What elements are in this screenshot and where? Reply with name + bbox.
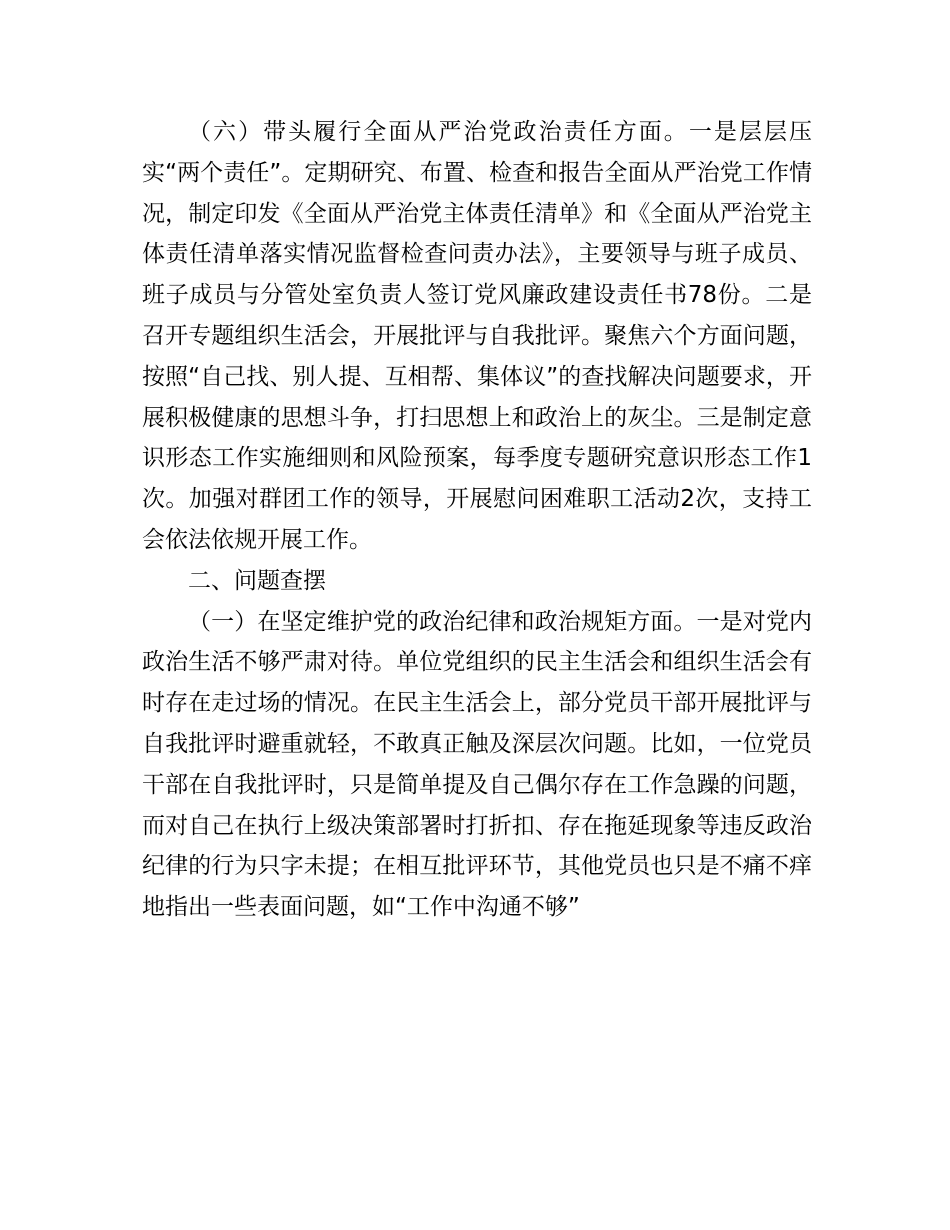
paragraph-problem-one: （一）在坚定维护党的政治纪律和政治规矩方面。一是对党内政治生活不够严肃对待。单位党组织的民主生活会和组织生活会有时存在走过场的情况。在民主生活会上，部分党员干部开展批评与自我批评时避重就轻，不敢真正触及深层次问题。比如，一位党员干部在自我批评时，只是简单提及自己偶尔存在工作急躁的问题，而对自己在执行上级决策部署时打折扣、存在拖延现象等违反政治纪律的行为只字未提；在相互批评环节，其他党员也只是不痛不痒地指出一些表面问题，如“工作中沟通不够” [142, 608, 812, 921]
document-body [142, 112, 812, 928]
paragraph-section-six: （六）带头履行全面从严治党政治责任方面。一是层层压实“两个责任”。定期研究、布置、检查和报告全面从严治党工作情况，制定印发《全面从严治党主体责任清单》和《全面从严治党主体责任清单落实情况监督检查问责办法》，主要领导与班子成员、班子成员与分管处室负责人签订党风廉政建设责任书78份。二是召开专题组织生活会，开展批评与自我批评。聚焦六个方面问题，按照“自己找、别人提、互相帮、集体议”的查找解决问题要求，开展积极健康的思想斗争，打扫思想上和政治上的灰尘。三是制定意识形态工作实施细则和风险预案，每季度专题研究意识形态工作1次。加强对群团工作的领导，开展慰问困难职工活动2次，支持工会依法依规开展工作。 [142, 119, 812, 553]
section-heading-problems: 二、问题查摆 [188, 567, 326, 594]
